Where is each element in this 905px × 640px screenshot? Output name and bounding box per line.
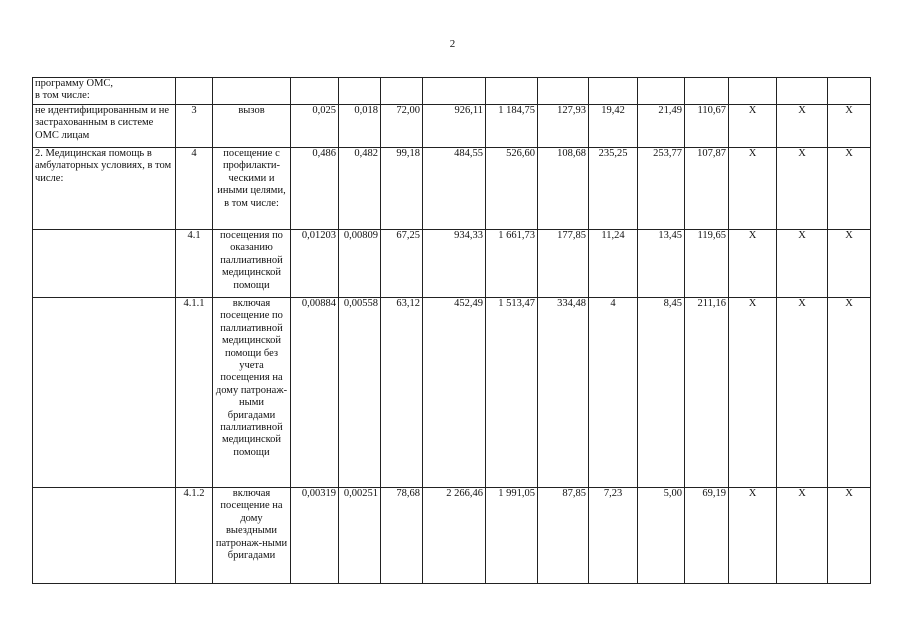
value-cell: 484,55	[423, 148, 486, 230]
value-cell: 69,19	[685, 488, 729, 584]
value-cell: Х	[828, 105, 871, 148]
value-cell: 0,00809	[339, 230, 381, 298]
value-cell: 19,42	[589, 105, 638, 148]
value-cell: 0,025	[291, 105, 339, 148]
value-cell	[777, 78, 828, 105]
value-cell: 119,65	[685, 230, 729, 298]
table-row	[33, 230, 871, 298]
row-code-cell: 4.1	[176, 230, 213, 298]
page-number: 2	[449, 38, 456, 50]
value-cell: 452,49	[423, 298, 486, 488]
value-cell	[339, 78, 381, 105]
value-cell: 108,68	[538, 148, 589, 230]
value-cell: Х	[729, 230, 777, 298]
row-code-cell: 3	[176, 105, 213, 148]
value-cell: 5,00	[638, 488, 685, 584]
value-cell: 334,48	[538, 298, 589, 488]
value-cell: Х	[828, 230, 871, 298]
value-cell: 0,00884	[291, 298, 339, 488]
value-cell: 7,23	[589, 488, 638, 584]
value-cell: 87,85	[538, 488, 589, 584]
value-cell: 0,00251	[339, 488, 381, 584]
value-cell	[638, 78, 685, 105]
value-cell: 72,00	[381, 105, 423, 148]
value-cell: Х	[777, 148, 828, 230]
value-cell: 127,93	[538, 105, 589, 148]
table-row	[33, 105, 871, 148]
value-cell	[828, 78, 871, 105]
row-unit-cell: посещение с профилакти-ческими и иными целями, в том числе:	[213, 148, 291, 230]
value-cell: 0,482	[339, 148, 381, 230]
value-cell: Х	[828, 148, 871, 230]
value-cell: 107,87	[685, 148, 729, 230]
value-cell	[729, 78, 777, 105]
value-cell: 1 991,05	[486, 488, 538, 584]
value-cell: 4	[589, 298, 638, 488]
value-cell: 21,49	[638, 105, 685, 148]
value-cell: 934,33	[423, 230, 486, 298]
row-name-cell	[33, 230, 176, 298]
table-row	[33, 298, 871, 488]
value-cell: 67,25	[381, 230, 423, 298]
table-row	[33, 488, 871, 584]
value-cell: 11,24	[589, 230, 638, 298]
value-cell: 177,85	[538, 230, 589, 298]
row-unit-cell: посещения по оказанию паллиативной медицинской помощи	[213, 230, 291, 298]
row-name-cell	[33, 298, 176, 488]
value-cell	[381, 78, 423, 105]
value-cell: 63,12	[381, 298, 423, 488]
value-cell	[538, 78, 589, 105]
value-cell: 1 184,75	[486, 105, 538, 148]
value-cell: 0,018	[339, 105, 381, 148]
value-cell: 8,45	[638, 298, 685, 488]
value-cell: 1 661,73	[486, 230, 538, 298]
value-cell: Х	[729, 298, 777, 488]
value-cell: 0,01203	[291, 230, 339, 298]
value-cell: 0,00558	[339, 298, 381, 488]
value-cell: 2 266,46	[423, 488, 486, 584]
value-cell: 1 513,47	[486, 298, 538, 488]
row-unit-cell	[213, 78, 291, 105]
row-name-cell: 2. Медицинская помощь в амбулаторных условиях, в том числе:	[33, 148, 176, 230]
value-cell	[486, 78, 538, 105]
row-code-cell: 4.1.1	[176, 298, 213, 488]
value-cell	[423, 78, 486, 105]
row-unit-cell: включая посещение по паллиативной медицинской помощи без учета посещения на дому патронаж-ными бригадами паллиативной медицинской помощи	[213, 298, 291, 488]
value-cell: Х	[828, 298, 871, 488]
value-cell: 13,45	[638, 230, 685, 298]
value-cell: Х	[729, 488, 777, 584]
value-cell: Х	[777, 105, 828, 148]
value-cell: Х	[828, 488, 871, 584]
value-cell	[685, 78, 729, 105]
value-cell: 99,18	[381, 148, 423, 230]
value-cell: 0,486	[291, 148, 339, 230]
data-table	[32, 77, 871, 584]
value-cell: 926,11	[423, 105, 486, 148]
value-cell: 253,77	[638, 148, 685, 230]
row-code-cell: 4	[176, 148, 213, 230]
row-unit-cell: включая посещение на дому выездными патронаж-ными бригадами	[213, 488, 291, 584]
value-cell: Х	[729, 105, 777, 148]
value-cell: Х	[777, 298, 828, 488]
value-cell	[589, 78, 638, 105]
row-code-cell: 4.1.2	[176, 488, 213, 584]
value-cell: Х	[777, 488, 828, 584]
row-name-cell: не идентифицированным и не застрахованным в системе ОМС лицам	[33, 105, 176, 148]
row-name-cell: программу ОМС, в том числе:	[33, 78, 176, 105]
value-cell: 211,16	[685, 298, 729, 488]
value-cell: 78,68	[381, 488, 423, 584]
row-name-cell	[33, 488, 176, 584]
value-cell	[291, 78, 339, 105]
value-cell: 0,00319	[291, 488, 339, 584]
value-cell: 526,60	[486, 148, 538, 230]
row-unit-cell: вызов	[213, 105, 291, 148]
value-cell: Х	[729, 148, 777, 230]
table-row	[33, 78, 871, 105]
value-cell: Х	[777, 230, 828, 298]
row-code-cell	[176, 78, 213, 105]
value-cell: 110,67	[685, 105, 729, 148]
value-cell: 235,25	[589, 148, 638, 230]
table-row	[33, 148, 871, 230]
